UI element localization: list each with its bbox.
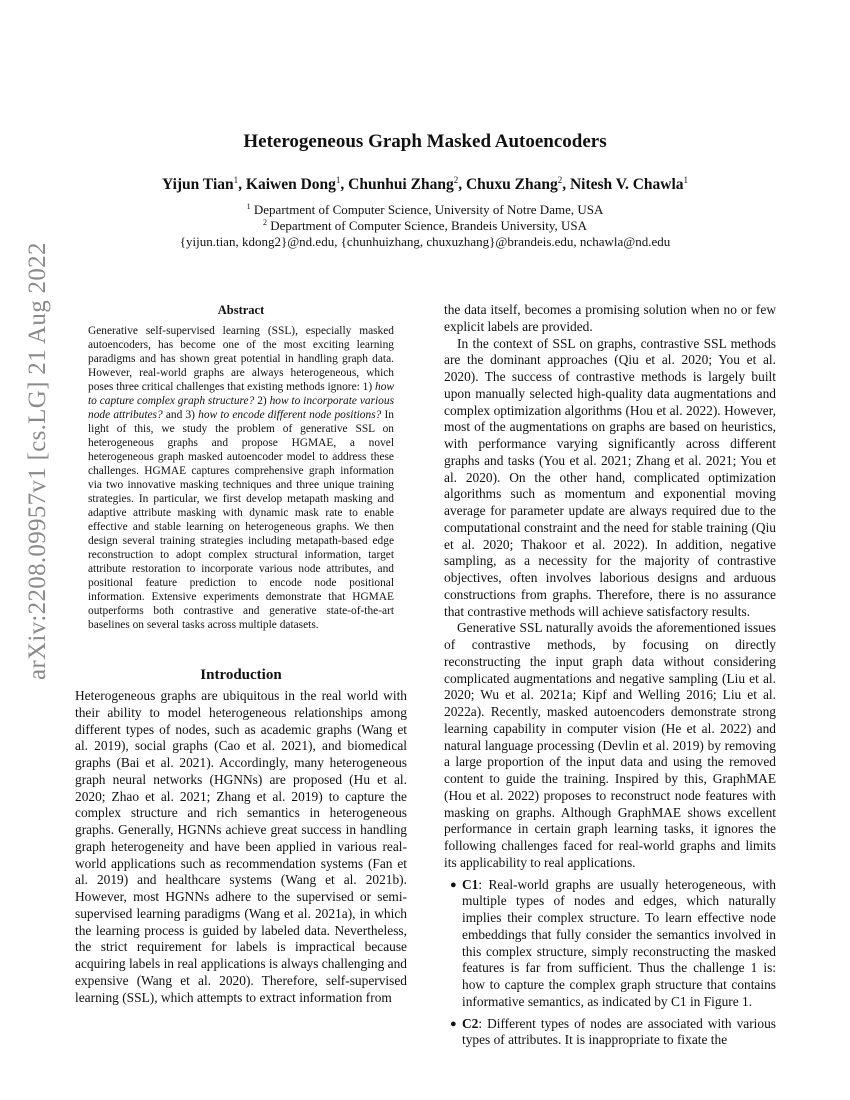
bullet-icon: ●	[450, 878, 457, 891]
paragraph: Heterogeneous graphs are ubiquitous in the real world with their ability to model heterogeneous relationships among different types of nodes, such as academic graphs (Wang et al. 2019), social graphs (Cao et al. 2021), and biomedical graphs (Bai et al. 2021). Accordingly, many heterogeneous graph neural networks (HGNNs) are proposed (Hu et al. 2020; Zhao et al. 2021; Zhang et al. 2019) to capture the complex structure and rich semantics in heterogeneous graphs. Generally, HGNNs achieve great success in handling graph heterogeneity and have been applied in various real-world applications such as recommendation systems (Fan et al. 2019) and healthcare systems (Wang et al. 2021b). However, most HGNNs adhere to the supervised or semi-supervised learning paradigms (Wang et al. 2021a), in which the learning process is guided by labeled data. Nevertheless, the strict requirement for labels is impractical because acquiring labels in real applications is always challenging and expensive (Wang et al. 2020). Therefore, self-supervised learning (SSL), which attempts to extract information from	[75, 688, 407, 1005]
paragraph: In the context of SSL on graphs, contrastive SSL methods are the dominant approaches (Qiu et al. 2020; You et al. 2020). The success of contrastive methods is largely built upon manually selected high-quality data augmentations and complex optimization algorithms (Hou et al. 2022). However, most of the augmentations on graphs are based on heuristics, with performance varying significantly across different graphs and tasks (You et al. 2021; Zhang et al. 2021; You et al. 2020). On the other hand, complicated optimization algorithms such as momentum and exponential moving average for parameter update are always required due to the computational constraint and the need for stable training (Qiu et al. 2020; Thakoor et al. 2022). In addition, negative sampling, as a necessity for the majority of contrastive objectives, often involves laborious designs and arduous constructions from graphs. Therefore, there is no assurance that contrastive methods will achieve satisfactory results.	[444, 335, 776, 619]
abstract-heading: Abstract	[217, 303, 265, 317]
author: Nitesh V. Chawla$^1$	[569, 175, 689, 193]
challenge-list	[444, 877, 776, 1050]
author-emails: {yijun.tian, kdong2}@nd.edu, {chunhuizhang, chuxuzhang}@brandeis.edu, nchawla@nd.edu	[179, 234, 671, 249]
abstract-body: Generative self-supervised learning (SSL), especially masked autoencoders, has become one of the most exciting learning paradigms and has shown great potential in handling graph data. However, real-world graphs are always heterogeneous, which poses three critical challenges that existing methods ignore: 1) how to capture complex graph structure? 2) how to incorporate various node attributes? and 3) how to encode different node positions? In light of this, we study the problem of generative SSL on heterogeneous graphs and propose HGMAE, a novel heterogeneous graph masked autoencoder model to address these challenges. HGMAE captures comprehensive graph information via two innovative masking techniques and three unique training strategies. In particular, we first develop metapath masking and adaptive attribute masking with dynamic mask rate to enable effective and stable learning on heterogeneous graphs. We then design several training strategies including metapath-based edge reconstruction to adopt complex structural information, target attribute restoration to incorporate various node attributes, and positional feature prediction to encode node positional information. Extensive experiments demonstrate that HGMAE outperforms both contrastive and generative state-of-the-art baselines on several tasks across multiple datasets.	[88, 325, 394, 631]
affiliation-2: $^2$ Department of Computer Science, Brandeis University, USA	[262, 218, 588, 233]
list-item: ● C2: Different types of nodes are associated with various types of attributes. It is inappropriate to fixate the	[450, 1015, 776, 1048]
paragraph: the data itself, becomes a promising solution when no or few explicit labels are provided.	[444, 302, 776, 334]
author: Chuxu Zhang$^2$,	[465, 175, 570, 193]
author: Kaiwen Dong$^1$,	[245, 175, 349, 193]
bullet-icon: ●	[450, 1017, 457, 1030]
author-list	[0, 175, 850, 194]
paragraph: Generative SSL naturally avoids the aforementioned issues of contrastive methods, by focusing on directly reconstructing the input graph data without considering complicated augmentations and negative sampling (Liu et al. 2020; Wu et al. 2021a; Kipf and Welling 2016; Liu et al. 2022a). Recently, masked autoencoders demonstrate strong learning capability in computer vision (He et al. 2022) and natural language processing (Devlin et al. 2019) by removing a large proportion of the input data and using the removed content to guide the training. Inspired by this, GraphMAE (Hou et al. 2022) proposes to reconstruct node features with masking on graphs. Although GraphMAE shows excellent performance in certain graph learning tasks, it ignores the following challenges faced for real-world graphs and limits its applicability to real applications.	[444, 620, 776, 870]
right-column-text	[444, 302, 776, 1049]
list-item: ● C1: Real-world graphs are usually heterogeneous, with multiple types of nodes and edges, which naturally implies their complex structure. To learn effective node embeddings that fully consider the semantics involved in this complex structure, simply reconstructing the masked features is far from sufficient. Thus the challenge 1 is: how to capture the complex graph structure that contains informative semantics, as indicated by C1 in Figure 1.	[450, 876, 776, 1009]
paper-title: Heterogeneous Graph Masked Autoencoders	[243, 131, 607, 152]
arxiv-identifier: arXiv:2208.09957v1 [cs.LG] 21 Aug 2022	[24, 242, 51, 680]
left-column-text	[75, 688, 407, 1006]
author: Yijun Tian$^1$,	[161, 175, 246, 193]
introduction-heading: Introduction	[200, 667, 282, 683]
affiliation-1: $^1$ Department of Computer Science, University of Notre Dame, USA	[246, 202, 604, 217]
author: Chunhui Zhang$^2$,	[348, 175, 466, 193]
